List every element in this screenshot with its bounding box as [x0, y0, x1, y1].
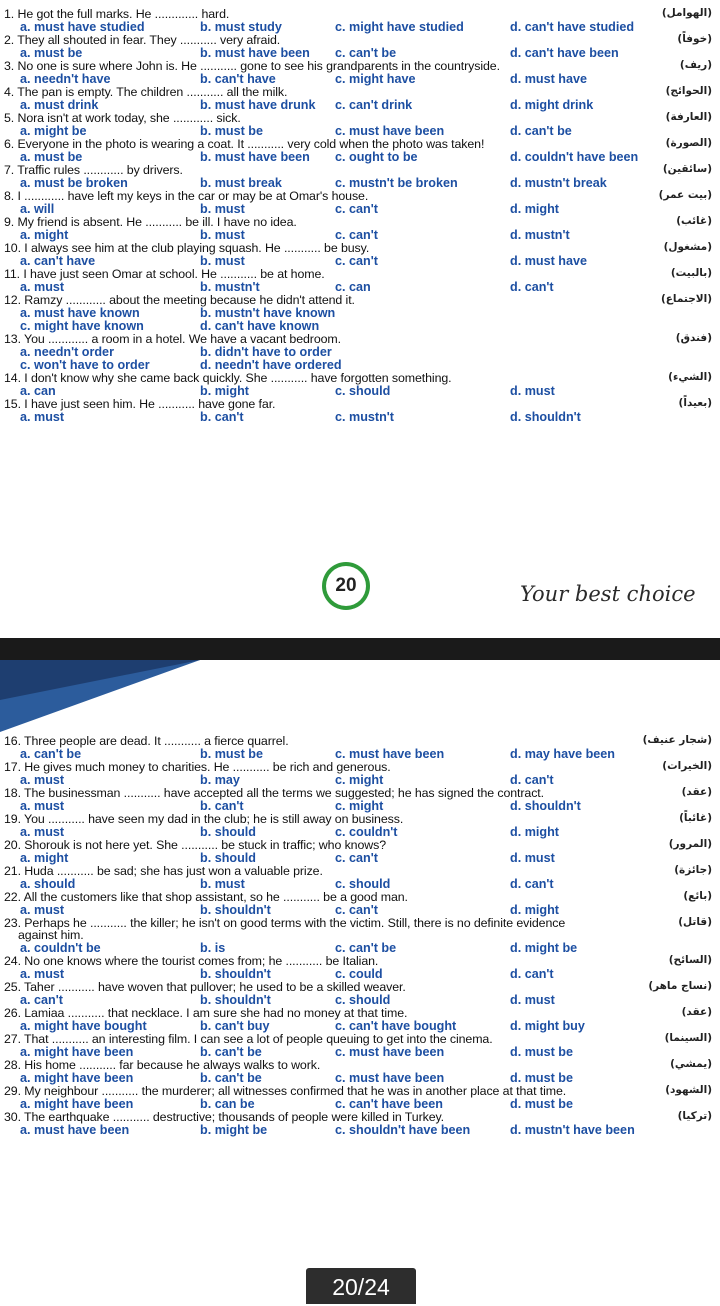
question-text: 16. Three people are dead. It ........... a fierce quarrel.	[4, 734, 289, 748]
question-text: 15. I have just seen him. He ........... have gone far.	[4, 397, 276, 411]
question-text: 5. Nora isn't at work today, she ............ sick.	[4, 111, 241, 125]
answer-option[interactable]: c. should	[335, 877, 391, 891]
answer-option[interactable]: a. might be	[20, 124, 87, 138]
arabic-hint: (الشهود)	[665, 1084, 712, 1096]
answer-option[interactable]: d. must be	[510, 1071, 573, 1085]
arabic-hint: (الخيرات)	[662, 760, 712, 772]
arabic-hint: (المرور)	[668, 838, 712, 850]
answer-option[interactable]: d. can't have known	[200, 319, 320, 333]
answer-option[interactable]: d. can't	[510, 280, 554, 294]
answer-option[interactable]: d. must	[510, 384, 555, 398]
answer-option[interactable]: d. shouldn't	[510, 410, 581, 424]
arabic-hint: (بائع)	[683, 890, 712, 902]
answer-option[interactable]: a. might have bought	[20, 1019, 147, 1033]
arabic-hint: (السائح)	[668, 954, 712, 966]
answer-option[interactable]: c. couldn't	[335, 825, 398, 839]
arabic-hint: (بيت عمر)	[658, 189, 712, 201]
answer-option[interactable]: a. needn't order	[20, 345, 114, 359]
arabic-hint: (الحوائج)	[665, 85, 712, 97]
answer-option[interactable]: c. should	[335, 384, 391, 398]
answer-option[interactable]: c. mustn't be broken	[335, 176, 458, 190]
answer-option[interactable]: a. must drink	[20, 98, 99, 112]
answer-option[interactable]: a. must be	[20, 150, 83, 164]
page-badge	[322, 562, 370, 610]
answer-option[interactable]: c. can't	[335, 851, 378, 865]
answer-option[interactable]: a. must	[20, 410, 65, 424]
answer-option[interactable]: b. mustn't have known	[200, 306, 336, 320]
answer-option[interactable]: a. can't have	[20, 254, 96, 268]
answer-option[interactable]: b. must have drunk	[200, 98, 316, 112]
question-text: 22. All the customers like that shop assistant, so he ........... be a good man.	[4, 890, 408, 904]
question-text: 6. Everyone in the photo is wearing a coat. It ........... very cold when the photo was taken!	[4, 137, 485, 151]
answer-option[interactable]: d. must be	[510, 1097, 573, 1111]
question-text: 18. The businessman ........... have accepted all the terms we suggested; he has signed the contract.	[4, 786, 544, 800]
answer-option[interactable]: a. might have been	[20, 1045, 134, 1059]
answer-option[interactable]: d. must be	[510, 1045, 573, 1059]
answer-option[interactable]: b. shouldn't	[200, 903, 271, 917]
question-text: 9. My friend is absent. He ........... be ill. I have no idea.	[4, 215, 297, 229]
answer-option[interactable]: d. might	[510, 202, 559, 216]
page-curl-shadow	[0, 660, 720, 740]
answer-option[interactable]: d. can't be	[510, 124, 572, 138]
answer-option[interactable]: b. can't	[200, 799, 244, 813]
answer-option[interactable]: d. can't have been	[510, 46, 619, 60]
answer-option[interactable]: b. didn't have to order	[200, 345, 332, 359]
answer-option[interactable]: a. must have known	[20, 306, 140, 320]
answer-option[interactable]: c. must have been	[335, 124, 445, 138]
answer-option[interactable]: c. might	[335, 799, 384, 813]
answer-option[interactable]: a. will	[20, 202, 55, 216]
answer-option[interactable]: d. shouldn't	[510, 799, 581, 813]
arabic-hint: (ريف)	[679, 59, 712, 71]
answer-option[interactable]: b. must	[200, 877, 245, 891]
answer-option[interactable]: c. should	[335, 993, 391, 1007]
arabic-hint: (غائب)	[676, 215, 712, 227]
answer-option[interactable]: c. can't be	[335, 46, 397, 60]
answer-option[interactable]: c. can't have been	[335, 1097, 443, 1111]
answer-option[interactable]: a. needn't have	[20, 72, 111, 86]
answer-option[interactable]: c. can't	[335, 202, 378, 216]
answer-option[interactable]: a. must	[20, 967, 65, 981]
arabic-hint: (قاتل)	[678, 916, 712, 928]
arabic-hint: (عقد)	[681, 1006, 712, 1018]
answer-option[interactable]: b. must be	[200, 747, 263, 761]
answer-option[interactable]: d. must	[510, 851, 555, 865]
answer-option[interactable]: b. must	[200, 228, 245, 242]
answer-option[interactable]: b. can't	[200, 410, 244, 424]
answer-option[interactable]: b. should	[200, 851, 256, 865]
page-number: 20/24	[306, 1268, 416, 1304]
question-text: 12. Ramzy ............ about the meeting because he didn't attend it.	[4, 293, 355, 307]
question-text-continued: against him.	[18, 928, 84, 942]
answer-option[interactable]: c. must have been	[335, 1071, 445, 1085]
answer-option[interactable]: d. might drink	[510, 98, 594, 112]
arabic-hint: (غائباً)	[679, 812, 712, 824]
answer-option[interactable]: c. mustn't	[335, 410, 394, 424]
answer-option[interactable]: b. is	[200, 941, 226, 955]
answer-option[interactable]: b. must	[200, 254, 245, 268]
answer-option[interactable]: d. must have	[510, 254, 587, 268]
answer-option[interactable]: b. must study	[200, 20, 282, 34]
question-text: 28. His home ........... far because he always walks to work.	[4, 1058, 321, 1072]
question-text: 11. I have just seen Omar at school. He ........... be at home.	[4, 267, 325, 281]
question-text: 19. You ........... have seen my dad in the club; he is still away on business.	[4, 812, 404, 826]
answer-option[interactable]: c. shouldn't have been	[335, 1123, 471, 1137]
answer-option[interactable]: c. must have been	[335, 1045, 445, 1059]
answer-option[interactable]: a. can	[20, 384, 56, 398]
question-text: 4. The pan is empty. The children ........... all the milk.	[4, 85, 288, 99]
answer-option[interactable]: c. might have	[335, 72, 416, 86]
arabic-hint: (عقد)	[681, 786, 712, 798]
question-text: 24. No one knows where the tourist comes from; he ........... be Italian.	[4, 954, 379, 968]
answer-option[interactable]: a. might have been	[20, 1071, 134, 1085]
answer-option[interactable]: b. can be	[200, 1097, 255, 1111]
answer-option[interactable]: a. must have been	[20, 1123, 130, 1137]
answer-option[interactable]: a. must be broken	[20, 176, 128, 190]
question-text: 21. Huda ........... be sad; she has just won a valuable prize.	[4, 864, 323, 878]
answer-option[interactable]: c. can't	[335, 903, 378, 917]
answer-option[interactable]: a. must be	[20, 46, 83, 60]
page-divider	[0, 638, 720, 660]
answer-option[interactable]: d. needn't have ordered	[200, 358, 342, 372]
arabic-hint: (تركيا)	[677, 1110, 712, 1122]
answer-option[interactable]: c. might	[335, 773, 384, 787]
answer-option[interactable]: c. must have been	[335, 747, 445, 761]
answer-option[interactable]: d. couldn't have been	[510, 150, 639, 164]
arabic-hint: (خوفاً)	[677, 33, 712, 45]
answer-option[interactable]: a. can't	[20, 993, 63, 1007]
answer-option[interactable]: b. shouldn't	[200, 967, 271, 981]
answer-option[interactable]: d. might be	[510, 941, 578, 955]
question-text: 26. Lamiaa ........... that necklace. I am sure she had no money at that time.	[4, 1006, 408, 1020]
answer-option[interactable]: a. can't be	[20, 747, 82, 761]
answer-option[interactable]: d. can't	[510, 877, 554, 891]
question-text: 27. That ........... an interesting film. I can see a lot of people queuing to get into the cinema.	[4, 1032, 493, 1046]
arabic-hint: (الشيء)	[668, 371, 712, 383]
answer-option[interactable]: d. can't	[510, 967, 554, 981]
answer-option[interactable]: b. must be	[200, 124, 263, 138]
answer-option[interactable]: b. might be	[200, 1123, 268, 1137]
question-text: 13. You ............ a room in a hotel. We have a vacant bedroom.	[4, 332, 341, 346]
answer-option[interactable]: a. must	[20, 280, 65, 294]
answer-option[interactable]: b. can't be	[200, 1071, 262, 1085]
answer-option[interactable]: d. might	[510, 825, 559, 839]
question-stem	[4, 915, 716, 931]
answer-option[interactable]: a. must	[20, 903, 65, 917]
answer-option[interactable]: d. must	[510, 993, 555, 1007]
answer-option[interactable]: d. may have been	[510, 747, 615, 761]
arabic-hint: (العارفة)	[665, 111, 712, 123]
answer-option[interactable]: c. can't	[335, 228, 378, 242]
answer-option[interactable]: a. might	[20, 228, 69, 242]
answer-option[interactable]: b. must have been	[200, 150, 310, 164]
question-text: 25. Taher ........... have woven that pullover; he used to be a skilled weaver.	[4, 980, 406, 994]
answer-option[interactable]: c. won't have to order	[20, 358, 150, 372]
answer-option[interactable]: b. can't be	[200, 1045, 262, 1059]
question-text: 17. He gives much money to charities. He ........... be rich and generous.	[4, 760, 391, 774]
answer-option[interactable]: c. can't drink	[335, 98, 413, 112]
answer-option[interactable]: c. could	[335, 967, 383, 981]
answer-option[interactable]: b. can't buy	[200, 1019, 270, 1033]
answer-option[interactable]: b. may	[200, 773, 240, 787]
arabic-hint: (بعيداً)	[678, 397, 712, 409]
arabic-hint: (الاجتماع)	[660, 293, 712, 305]
answer-option[interactable]: c. can't be	[335, 941, 397, 955]
answer-option[interactable]: a. must have studied	[20, 20, 145, 34]
answer-option[interactable]: d. might buy	[510, 1019, 585, 1033]
answer-option[interactable]: a. might	[20, 851, 69, 865]
arabic-hint: (يمشي)	[670, 1058, 712, 1070]
answer-option[interactable]: a. must	[20, 799, 65, 813]
answer-option[interactable]: b. must have been	[200, 46, 310, 60]
arabic-hint: (جائزة)	[674, 864, 712, 876]
answer-option[interactable]: c. can't have bought	[335, 1019, 457, 1033]
question-text: 10. I always see him at the club playing squash. He ........... be busy.	[4, 241, 370, 255]
answer-option[interactable]: b. should	[200, 825, 256, 839]
question-text: 20. Shorouk is not here yet. She ........... be stuck in traffic; who knows?	[4, 838, 386, 852]
answer-option[interactable]: d. can't have studied	[510, 20, 635, 34]
arabic-hint: (الصورة)	[665, 137, 712, 149]
answer-option[interactable]: a. might have been	[20, 1097, 134, 1111]
answer-option[interactable]: b. mustn't	[200, 280, 260, 294]
arabic-hint: (الهوامل)	[661, 7, 712, 19]
page-badge-number: 20	[326, 566, 366, 606]
question-text: 8. I ............ have left my keys in the car or may be at Omar's house.	[4, 189, 369, 203]
answer-option[interactable]: d. mustn't have been	[510, 1123, 635, 1137]
arabic-hint: (شجار عنيف)	[642, 734, 712, 746]
answer-option[interactable]: d. must have	[510, 72, 587, 86]
question-text: 29. My neighbour ........... the murderer; all witnesses confirmed that he was in another place at that time.	[4, 1084, 567, 1098]
answer-option[interactable]: a. must	[20, 773, 65, 787]
question-text: 30. The earthquake ........... destructive; thousands of people were killed in Turkey.	[4, 1110, 445, 1124]
question-text: 14. I don't know why she came back quickly. She ........... have forgotten something.	[4, 371, 452, 385]
arabic-hint: (فندق)	[675, 332, 712, 344]
question-text: 1. He got the full marks. He ............. hard.	[4, 7, 230, 21]
arabic-hint: (نساج ماهر)	[648, 980, 712, 992]
answer-option[interactable]: b. must	[200, 202, 245, 216]
answer-option[interactable]: c. can	[335, 280, 371, 294]
question-text: 2. They all shouted in fear. They ........... very afraid.	[4, 33, 281, 47]
answer-option[interactable]: a. couldn't be	[20, 941, 101, 955]
arabic-hint: (السينما)	[664, 1032, 712, 1044]
answer-option[interactable]: c. might have studied	[335, 20, 464, 34]
question-text: 3. No one is sure where John is. He ........... gone to see his grandparents in the countryside.	[4, 59, 500, 73]
question-text: 23. Perhaps he ........... the killer; he isn't on good terms with the victim. Still, there is no definite evidence	[4, 916, 566, 930]
tagline: Your best choice	[520, 582, 696, 606]
answer-option[interactable]: d. can't	[510, 773, 554, 787]
answer-option[interactable]: b. shouldn't	[200, 993, 271, 1007]
answer-option[interactable]: d. mustn't	[510, 228, 570, 242]
answer-option[interactable]: c. might have known	[20, 319, 144, 333]
answer-option[interactable]: d. mustn't break	[510, 176, 607, 190]
arabic-hint: (مشغول)	[663, 241, 712, 253]
answer-option[interactable]: b. can't have	[200, 72, 276, 86]
answer-option[interactable]: a. should	[20, 877, 76, 891]
answer-option[interactable]: a. must	[20, 825, 65, 839]
answer-option[interactable]: c. ought to be	[335, 150, 418, 164]
arabic-hint: (سائقين)	[662, 163, 712, 175]
answer-option[interactable]: d. might	[510, 903, 559, 917]
answer-option[interactable]: b. might	[200, 384, 249, 398]
arabic-hint: (بالبيت)	[670, 267, 712, 279]
question-text: 7. Traffic rules ............ by drivers.	[4, 163, 183, 177]
answer-option[interactable]: b. must break	[200, 176, 282, 190]
answer-option[interactable]: c. can't	[335, 254, 378, 268]
